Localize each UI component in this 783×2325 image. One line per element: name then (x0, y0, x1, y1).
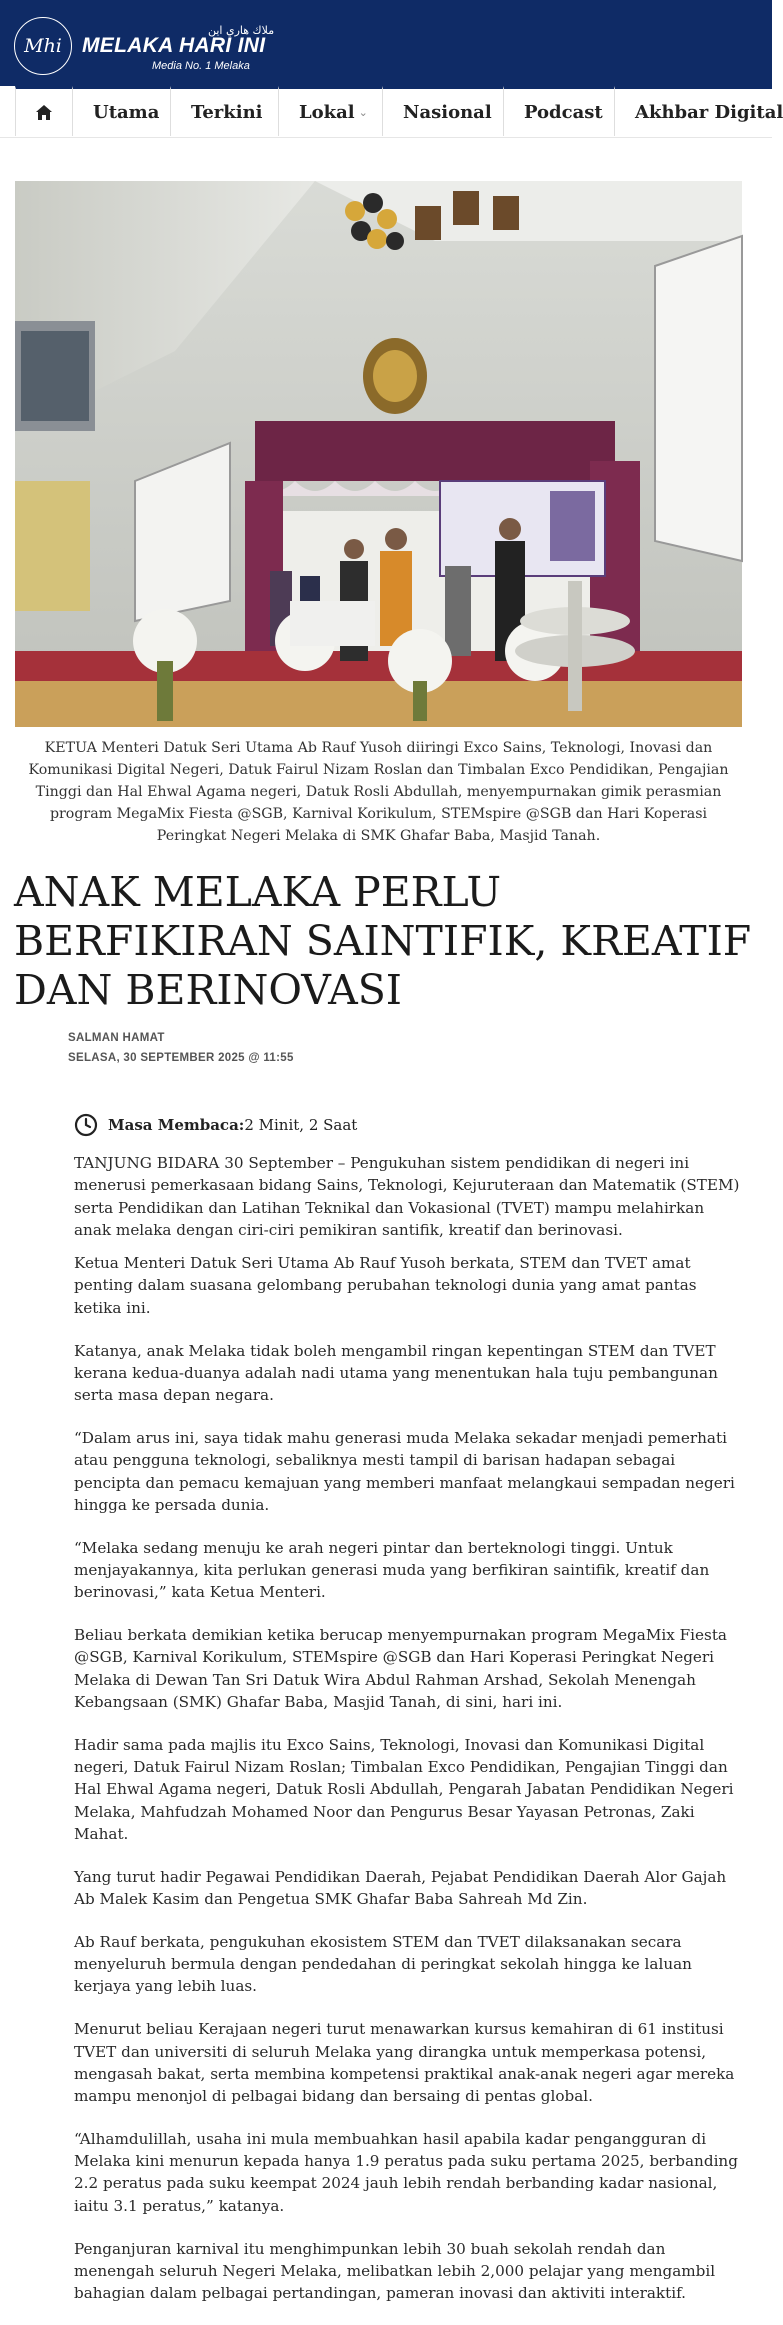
nav-label: Akhbar Digital (635, 102, 783, 123)
paragraph: “Dalam arus ini, saya tidak mahu generasi muda Melaka sekadar menjadi pemerhati atau pengguna teknologi, sebaliknya mesti tampil di barisan hadapan sebagai pencipta dan pemacu kemajuan yang memberi manfaat melangkaui sempadan negeri hingga ke persada dunia. (74, 1428, 735, 1514)
logo-text: Mhi (24, 35, 62, 57)
nav-item-utama[interactable] (72, 86, 170, 136)
home-icon (36, 105, 52, 120)
nav-item-nasional[interactable] (382, 86, 503, 136)
nav-label: Terkini (191, 102, 263, 123)
nav-item-terkini[interactable] (170, 86, 278, 136)
article-body (74, 1152, 744, 2325)
brand-jawi: ملاك هاري اين (208, 24, 275, 37)
main-nav (0, 86, 783, 138)
paragraph: Beliau berkata demikian ketika berucap menyempurnakan program MegaMix Fiesta @SGB, Karnival Korikulum, STEMspire @SGB dan Hari Koperasi Peringkat Negeri Melaka di Dewan Tan Sri Datuk Wira Abdul Rahman Arshad, Sekolah Menengah Kebangsaan (SMK) Ghafar Baba, Masjid Tanah, di sini, hari ini. (74, 1626, 727, 1711)
nav-label: Podcast (524, 102, 603, 123)
brand-tagline: Media No. 1 Melaka (152, 60, 250, 72)
paragraph: Ab Rauf berkata, pengukuhan ekosistem STEM dan TVET dilaksanakan secara menyeluruh bermula dengan pendedahan di peringkat sekolah hingga ke laluan kerjaya yang lebih luas. (74, 1932, 692, 1996)
reading-time-value: 2 Minit, 2 Saat (244, 1116, 358, 1134)
nav-label: Nasional (403, 102, 492, 123)
paragraph: Katanya, anak Melaka tidak boleh mengambil ringan kepentingan STEM dan TVET kerana kedua-duanya adalah nadi utama yang menentukan hala tuju pembangunan serta masa depan negara. (74, 1341, 718, 1405)
article-author[interactable]: SALMAN HAMAT (68, 1032, 165, 1044)
hero-image (15, 181, 742, 727)
paragraph: Ketua Menteri Datuk Seri Utama Ab Rauf Yusoh berkata, STEM dan TVET amat penting dalam suasana gelombang perubahan teknologi dunia yang amat pantas ketika ini. (74, 1254, 697, 1317)
paragraph: “Alhamdulillah, usaha ini mula membuahkan hasil apabila kadar pengangguran di Melaka kini menurun kepada hanya 1.9 peratus pada suku pertama 2025, berbanding 2.2 peratus pada suku keempat 2024 jauh lebih rendah berbanding kadar nasional, iaitu 3.1 peratus,” katanya. (74, 2129, 738, 2215)
article-date: SELASA, 30 SEPTEMBER 2025 @ 11:55 (68, 1052, 294, 1064)
image-caption: KETUA Menteri Datuk Seri Utama Ab Rauf Yusoh diiringi Exco Sains, Teknologi, Inovasi dan Komunikasi Digital Negeri, Datuk Fairul Nizam Roslan dan Timbalan Exco Pendidikan, Pengajian Tinggi dan Hal Ehwal Agama negeri, Datuk Rosli Abdullah, menyempurnakan gimik perasmian program MegaMix Fiesta @SGB, Karnival Korikulum, STEMspire @SGB dan Hari Koperasi Peringkat Negeri Melaka di SMK Ghafar Baba, Masjid Tanah. (28, 740, 729, 844)
reading-time (74, 1113, 357, 1137)
brand-title[interactable]: MELAKA HARI INI (82, 34, 266, 57)
paragraph: “Melaka sedang menuju ke arah negeri pintar dan berteknologi tinggi. Untuk menjayakannya, kita perlukan generasi muda yang berfikiran saintifik, kreatif dan berinovasi,” kata Ketua Menteri. (74, 1538, 710, 1602)
nav-item-akhbar-digital[interactable] (614, 86, 783, 136)
event-photo (15, 181, 742, 727)
paragraph: Menurut beliau Kerajaan negeri turut menawarkan kursus kemahiran di 61 institusi TVET dan universiti di seluruh Melaka yang dirangka untuk memperkasa potensi, mengasah bakat, serta membina kompetensi praktikal anak-anak negeri agar mereka mampu menonjol di pelbagai bidang dan bersaing di pentas global. (74, 2020, 735, 2106)
paragraph: Penganjuran karnival itu menghimpunkan lebih 30 buah sekolah rendah dan menengah seluruh Negeri Melaka, melibatkan lebih 2,000 pelajar yang mengambil bahagian dalam pelbagai pertandingan, pameran inovasi dan aktiviti interaktif. (74, 2239, 716, 2303)
reading-time-label: Masa Membaca: (108, 1116, 245, 1134)
nav-item-podcast[interactable] (503, 86, 614, 136)
site-header (0, 0, 772, 86)
article-title: ANAK MELAKA PERLU BERFIKIRAN SAINTIFIK, KREATIF DAN BERINOVASI (14, 868, 752, 1014)
nav-label: Lokal (299, 102, 355, 123)
nav-home[interactable] (15, 86, 72, 136)
chevron-down-icon: ⌄ (358, 106, 368, 119)
clock-icon (74, 1113, 98, 1137)
paragraph: Hadir sama pada majlis itu Exco Sains, Teknologi, Inovasi dan Komunikasi Digital negeri, Datuk Fairul Nizam Roslan; Timbalan Exco Pendidikan, Pengajian Tinggi dan Hal Ehwal Agama negeri, Datuk Rosli Abdullah, Pengarah Jabatan Pendidikan Negeri Melaka, Mahfudzah Mohamed Noor dan Pengurus Besar Yayasan Petronas, Zaki Mahat. (74, 1735, 734, 1843)
site-logo[interactable] (14, 17, 72, 75)
paragraph: Yang turut hadir Pegawai Pendidikan Daerah, Pejabat Pendidikan Daerah Alor Gajah Ab Malek Kasim dan Pengetua SMK Ghafar Baba Sahreah Md Zin. (74, 1867, 727, 1909)
paragraph: TANJUNG BIDARA 30 September – Pengukuhan sistem pendidikan di negeri ini menerusi pemerkasaan bidang Sains, Teknologi, Kejuruteraan dan Matematik (STEM) serta Pendidikan dan Latihan Teknikal dan Vokasional (TVET) mampu melahirkan anak melaka dengan ciri-ciri pemikiran santifik, kreatif dan berinovasi. (74, 1154, 740, 1239)
nav-label: Utama (93, 102, 160, 123)
nav-item-lokal[interactable] (278, 86, 382, 136)
